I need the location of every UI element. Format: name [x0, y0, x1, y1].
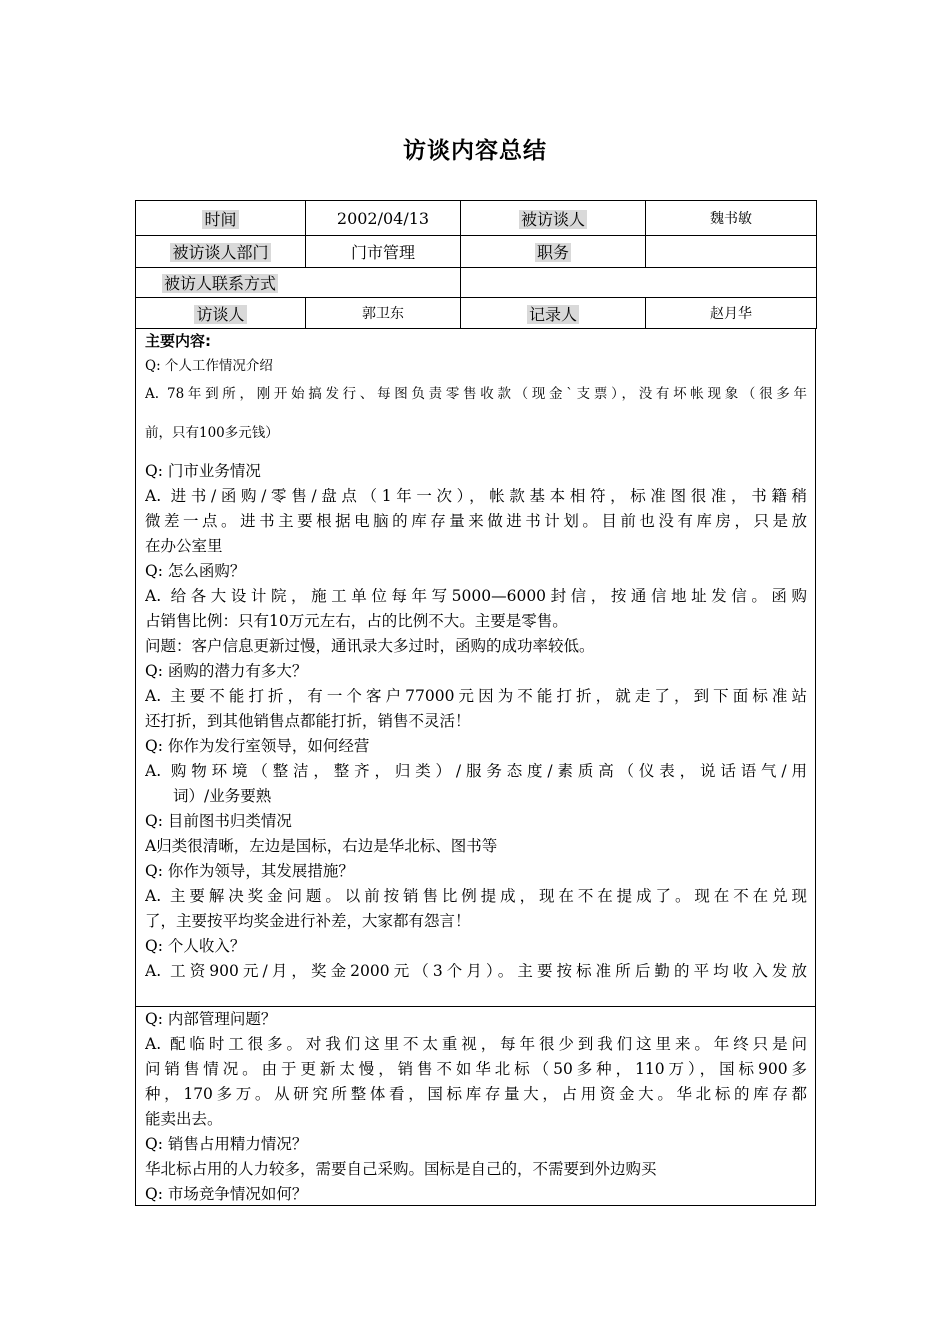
position-value: [646, 236, 817, 268]
content-line: Q: 怎么函购？: [145, 562, 246, 580]
content-line: A. 购物环境（整洁，整齐，归类）/服务态度/素质高（仪表，说话语气/用: [145, 762, 807, 780]
content-line: 微差一点。进书主要根据电脑的库存量来做进书计划。目前也没有库房，只是放: [145, 512, 807, 530]
contact-label: 被访人联系方式: [164, 274, 277, 293]
content-line: Q: 目前图书归类情况: [145, 812, 292, 830]
content-line: A. 给各大设计院，施工单位每年写5000—6000封信，按通信地址发信。函购: [145, 587, 807, 605]
continued-content-box: [135, 1006, 816, 1206]
contact-label-cell: [136, 268, 461, 298]
content-line: Q: 内部管理问题？: [145, 1010, 277, 1028]
time-value: 2002/04/13: [306, 201, 461, 236]
content-line: Q: 你作为领导，其发展措施？: [145, 862, 354, 880]
content-line: Q: 销售占用精力情况？: [145, 1135, 308, 1153]
content-line: Q: 市场竞争情况如何？: [145, 1185, 308, 1203]
content-line: 能卖出去。: [145, 1110, 223, 1128]
time-label-cell: [136, 201, 306, 236]
content-line: Q: 个人工作情况介绍: [145, 358, 273, 374]
dept-label-cell: [136, 236, 306, 268]
content-line: 在办公室里: [145, 537, 223, 555]
content-line: 种，170多万。从研究所整体看，国标库存量大，占用资金大。华北标的库存都: [145, 1085, 807, 1103]
dept-value: 门市管理: [306, 236, 461, 268]
interviewee-label: 被访谈人: [520, 209, 585, 229]
interview-info-table: [135, 200, 817, 329]
content-line: 问题：客户信息更新过慢，通讯录大多过时，函购的成功率较低。: [145, 637, 595, 655]
content-line: A. 主要解决奖金问题。以前按销售比例提成，现在不在提成了。现在不在兑现: [145, 887, 807, 905]
dept-label: 被访谈人部门: [172, 243, 269, 262]
content-line: A. 工资900元/月，奖金2000元（3个月）。主要按标准所后勤的平均收入发放: [145, 962, 807, 980]
content-heading: 主要内容:: [145, 332, 211, 350]
time-label: 时间: [204, 209, 237, 229]
content-line: 前，只有100多元钱）: [145, 425, 279, 441]
recorder-label-cell: [461, 298, 646, 329]
interviewer-value: 郭卫东: [306, 298, 461, 329]
content-line: 问销售情况。由于更新太慢，销售不如华北标（50多种，110万），国标900多: [145, 1060, 807, 1078]
content-line: A. 进书/函购/零售/盘点（1年一次），帐款基本相符，标准图很准，书籍稍: [145, 487, 807, 505]
page-title: 访谈内容总结: [403, 138, 547, 164]
content-line: Q: 个人收入？: [145, 937, 246, 955]
content-line: Q: 函购的潜力有多大？: [145, 662, 308, 680]
recorder-value: 赵月华: [646, 298, 817, 329]
contact-value: [461, 268, 817, 298]
interviewee-label-cell: [461, 201, 646, 236]
main-content-box: [135, 328, 816, 1007]
content-line: 还打折，到其他销售点都能打折，销售不灵活！: [145, 712, 471, 730]
content-line: A. 78年到所，刚开始搞发行、每图负责零售收款（现金`支票），没有坏帐现象（很多年: [145, 386, 807, 402]
content-line: A. 配临时工很多。对我们这里不太重视，每年很少到我们这里来。年终只是问: [145, 1035, 807, 1053]
interviewer-label-cell: [136, 298, 306, 329]
interviewee-value: 魏书敏: [646, 201, 817, 236]
interviewer-label: 访谈人: [196, 304, 245, 324]
content-line: A. 主要不能打折，有一个客户77000元因为不能打折，就走了，到下面标准站: [145, 687, 807, 705]
content-line: Q: 门市业务情况: [145, 462, 261, 480]
position-label: 职务: [536, 243, 569, 262]
content-line: A归类很清晰，左边是国标，右边是华北标、图书等: [145, 837, 498, 855]
content-line: 占销售比例：只有10万元左右，占的比例不大。主要是零售。: [145, 612, 568, 630]
content-line: 了，主要按平均奖金进行补差，大家都有怨言！: [145, 912, 471, 930]
content-line: 华北标占用的人力较多，需要自己采购。国标是自己的，不需要到外边购买: [145, 1160, 657, 1178]
content-line: Q: 你作为发行室领导，如何经营: [145, 737, 370, 755]
content-line: 词）/业务要熟: [173, 787, 272, 805]
position-label-cell: [461, 236, 646, 268]
recorder-label: 记录人: [528, 304, 577, 324]
